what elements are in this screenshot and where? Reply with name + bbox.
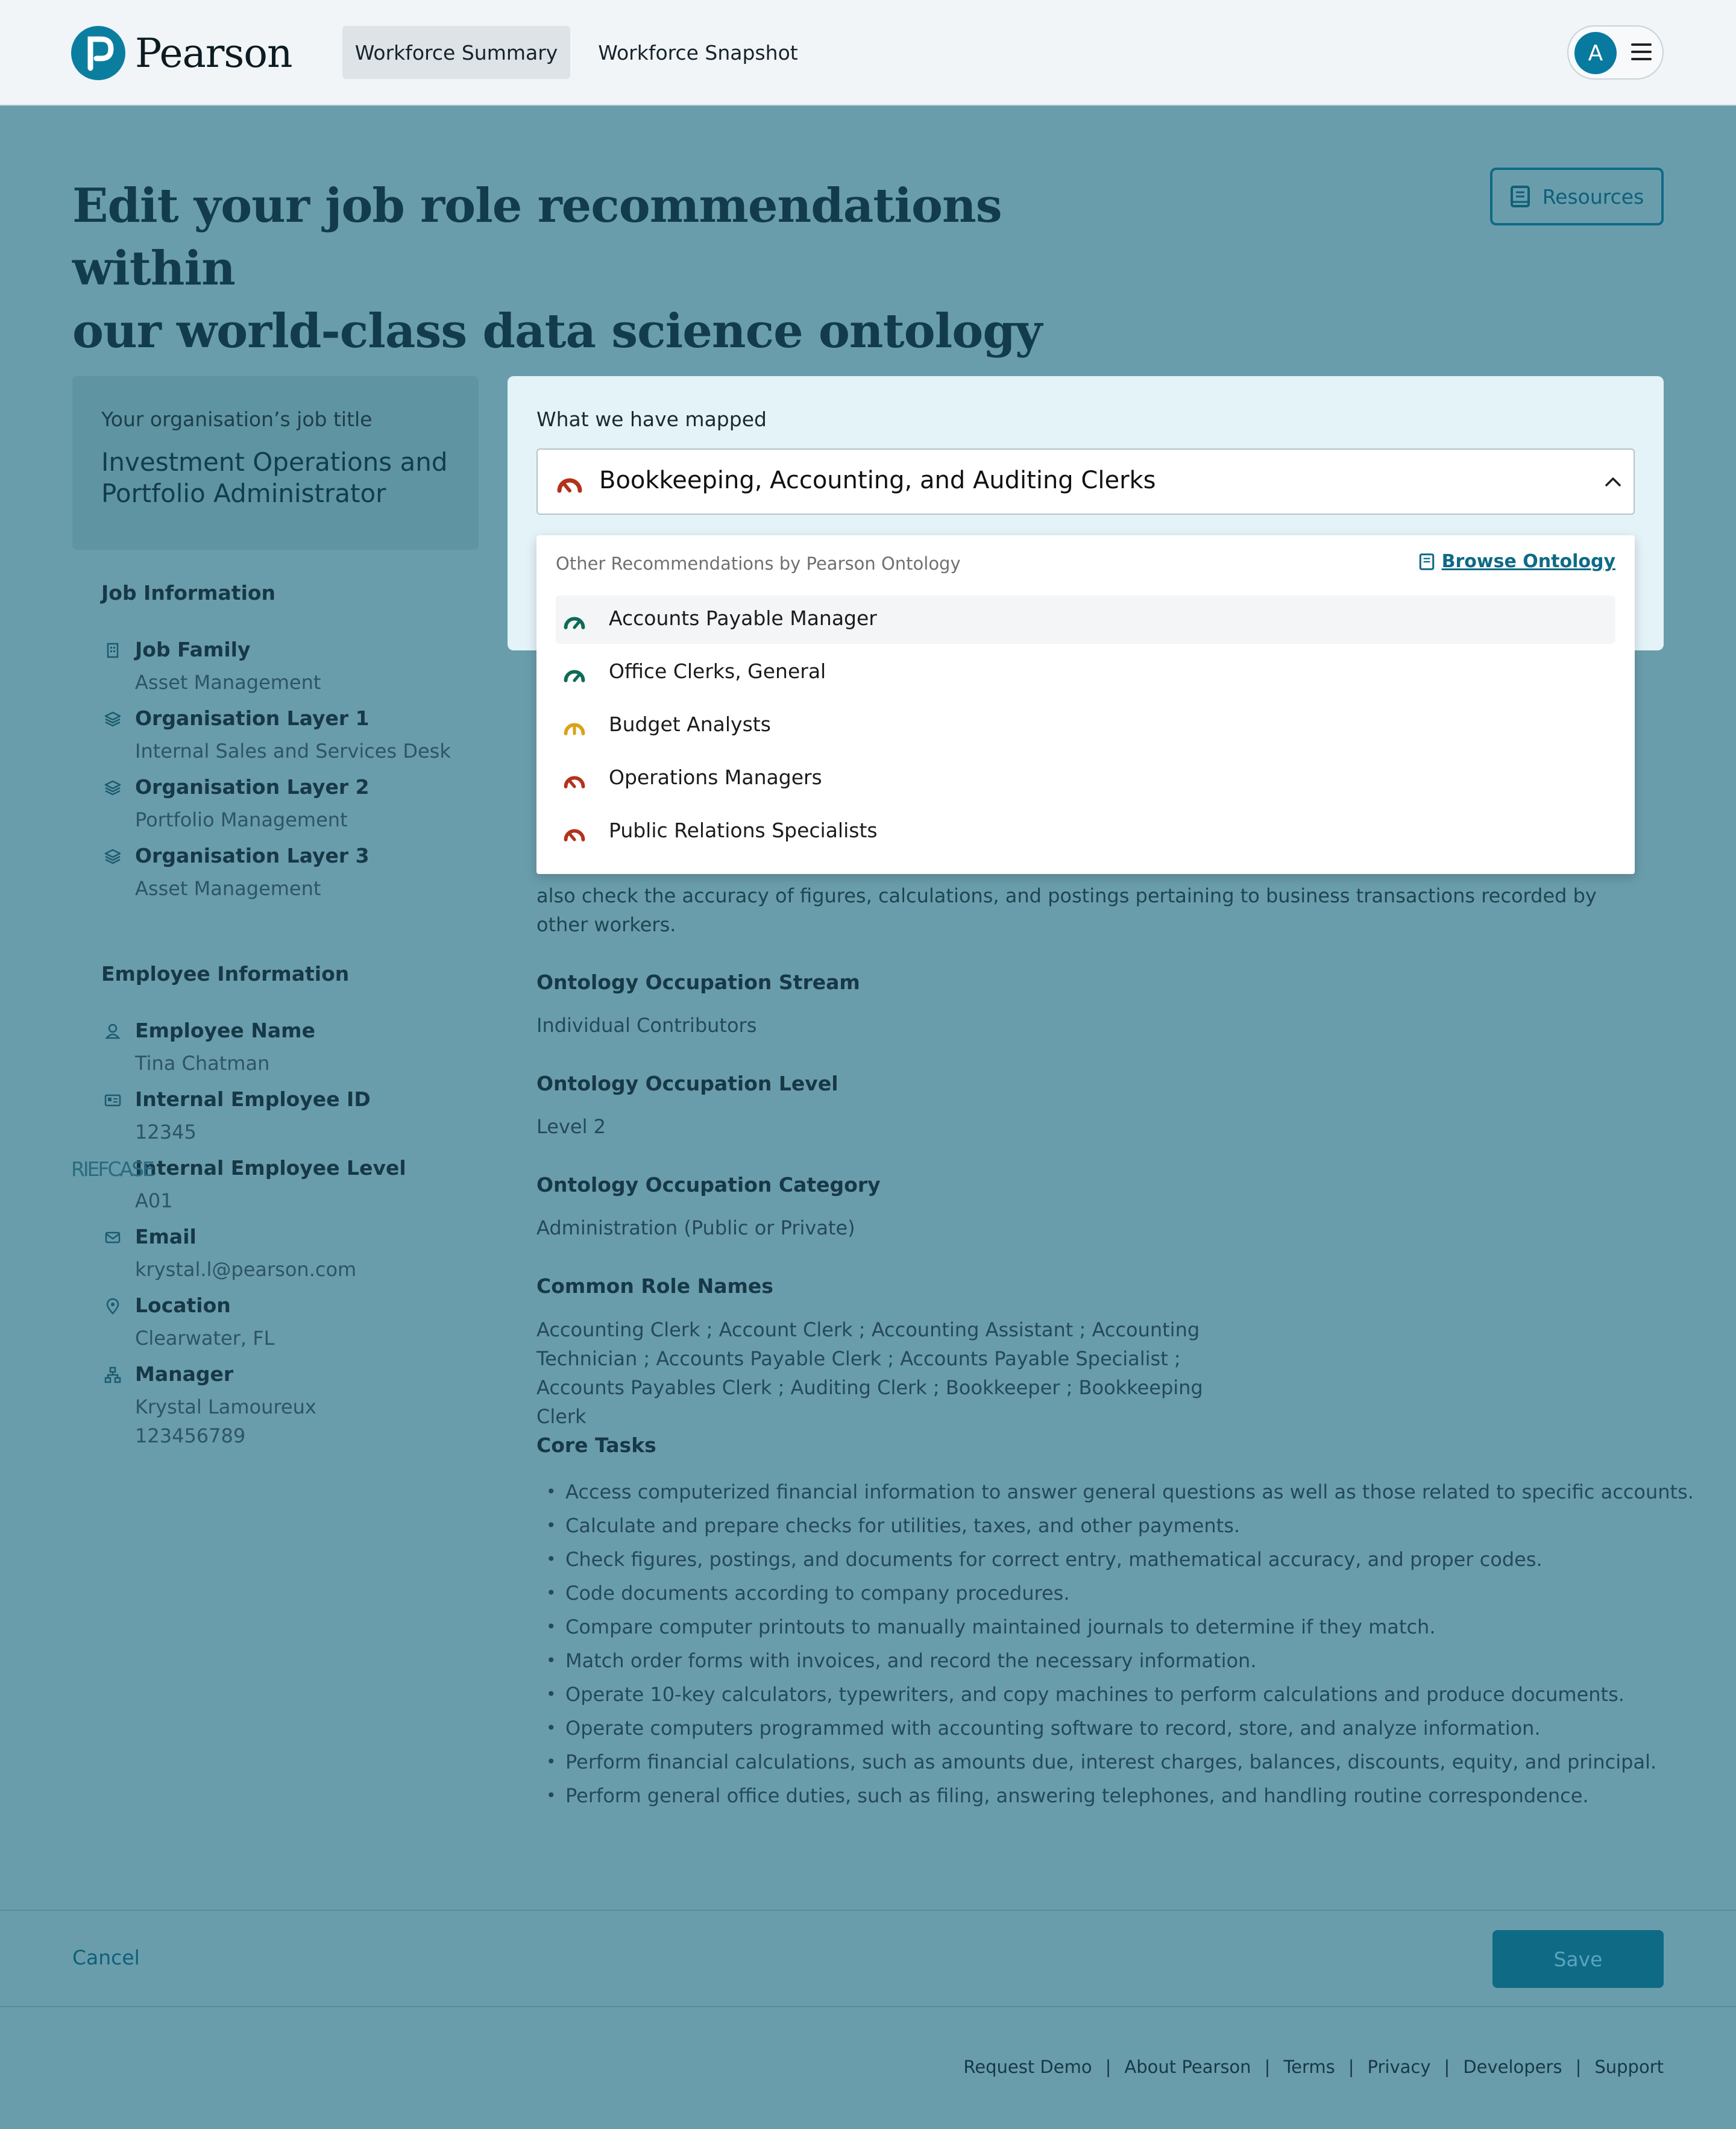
org-job-title-line-1: Investment Operations and [101, 447, 448, 477]
hamburger-menu-icon [1631, 43, 1652, 63]
mail-icon [104, 1228, 122, 1247]
employee-level-value: A01 [135, 1189, 173, 1212]
low-match-gauge-icon [556, 470, 583, 494]
core-tasks-heading: Core Tasks [536, 1433, 656, 1457]
list-item: • Perform financial calculations, such as amounts due, interest charges, balances, discounts, equity, and principal. [536, 1745, 1694, 1779]
employee-id-label: Internal Employee ID [135, 1087, 371, 1111]
org-job-title-card [72, 376, 479, 550]
user-icon [104, 1022, 122, 1040]
briefcase-icon: RIEFCASE [71, 1157, 153, 1181]
mapped-occupation-select[interactable] [536, 448, 1635, 515]
option-accounts-payable-manager[interactable] [556, 596, 1615, 644]
action-bar [0, 1910, 1736, 2007]
employee-name-label: Employee Name [135, 1019, 315, 1042]
org-chart-icon [104, 1366, 122, 1384]
category-value: Administration (Public or Private) [536, 1216, 855, 1239]
page-title-line-1: Edit your job role recommendations within [72, 178, 1002, 296]
mapped-occupation-value: Bookkeeping, Accounting, and Auditing Clerks [599, 467, 1156, 494]
footer-separator: | [1348, 2057, 1354, 2077]
pearson-logo[interactable] [71, 23, 292, 83]
employee-id-value: 12345 [135, 1121, 197, 1143]
logo-text: Pearson [135, 30, 292, 77]
org-job-title-label: Your organisation’s job title [101, 407, 373, 431]
job-information-heading: Job Information [101, 581, 276, 605]
save-button[interactable]: Save [1492, 1930, 1664, 1988]
id-card-icon [104, 1091, 122, 1109]
footer-link-developers[interactable]: Developers [1463, 2057, 1562, 2077]
level-value: Level 2 [536, 1115, 606, 1138]
list-item: • Operate 10-key calculators, typewriters, and copy machines to perform calculations and produce documents. [536, 1678, 1694, 1711]
footer-link-privacy[interactable]: Privacy [1367, 2057, 1431, 2077]
org-job-title-line-2: Portfolio Administrator [101, 479, 386, 508]
book-icon [1510, 185, 1530, 208]
option-office-clerks-general[interactable] [556, 649, 1615, 697]
pearson-logo-icon [71, 26, 125, 80]
level-heading: Ontology Occupation Level [536, 1072, 838, 1095]
stream-value: Individual Contributors [536, 1014, 757, 1037]
footer-separator: | [1264, 2057, 1271, 2077]
resources-label: Resources [1542, 184, 1644, 209]
book-icon [1419, 553, 1435, 571]
employee-information-heading: Employee Information [101, 962, 350, 986]
footer-separator: | [1444, 2057, 1450, 2077]
option-label: Office Clerks, General [609, 659, 826, 683]
footer-link-support[interactable]: Support [1594, 2057, 1664, 2077]
org-job-title-value [101, 447, 450, 509]
footer-separator: | [1105, 2057, 1112, 2077]
stream-heading: Ontology Occupation Stream [536, 970, 860, 994]
layers-icon [104, 848, 122, 866]
option-label: Public Relations Specialists [609, 819, 878, 842]
browse-ontology-link[interactable] [1419, 551, 1615, 572]
chevron-up-icon[interactable] [1603, 473, 1623, 492]
cancel-button[interactable]: Cancel [72, 1946, 140, 1969]
user-menu-button[interactable] [1567, 25, 1664, 80]
list-item: • Operate computers programmed with accounting software to record, store, and analyze information. [536, 1711, 1694, 1745]
option-operations-managers[interactable] [556, 755, 1615, 803]
list-item: • Match order forms with invoices, and record the necessary information. [536, 1644, 1694, 1678]
browse-ontology-label: Browse Ontology [1441, 551, 1615, 572]
footer-link-request-demo[interactable]: Request Demo [963, 2057, 1092, 2077]
tab-workforce-summary[interactable]: Workforce Summary [342, 26, 570, 79]
org-layer-1-label: Organisation Layer 1 [135, 706, 370, 730]
manager-id-value: 123456789 [135, 1424, 246, 1447]
footer-links [963, 2057, 1664, 2077]
list-item: • Perform general office duties, such as filing, answering telephones, and handling routine correspondence. [536, 1779, 1694, 1813]
high-match-gauge-icon [562, 663, 587, 684]
top-header [0, 0, 1736, 105]
dropdown-heading: Other Recommendations by Pearson Ontology [556, 553, 961, 574]
mapped-label: What we have mapped [536, 407, 767, 431]
recommendations-dropdown [536, 535, 1635, 874]
role-names-heading: Common Role Names [536, 1274, 773, 1298]
footer-link-about-pearson[interactable]: About Pearson [1124, 2057, 1251, 2077]
option-budget-analysts[interactable] [556, 702, 1615, 750]
footer-separator: | [1575, 2057, 1582, 2077]
role-names-value: Accounting Clerk ; Account Clerk ; Accounting Assistant ; Accounting Technician ; Accounts Payable Clerk ; Accounts Payable Specialist ; Accounts Payables Clerk ; Auditing Clerk ; Bookkeeper ; Bookkeeping Clerk [536, 1318, 1203, 1428]
building-icon [104, 641, 122, 659]
email-value: krystal.l@pearson.com [135, 1258, 357, 1281]
manager-label: Manager [135, 1362, 234, 1386]
list-item: • Compare computer printouts to manually maintained journals to determine if they match. [536, 1610, 1694, 1644]
location-pin-icon [104, 1297, 122, 1315]
layers-icon [104, 710, 122, 728]
footer-link-terms[interactable]: Terms [1283, 2057, 1335, 2077]
job-family-value: Asset Management [135, 671, 321, 694]
category-heading: Ontology Occupation Category [536, 1173, 881, 1197]
employee-level-label: Internal Employee Level [135, 1156, 406, 1180]
low-match-gauge-icon [562, 822, 587, 843]
layers-icon [104, 779, 122, 797]
manager-name-value: Krystal Lamoureux [135, 1395, 316, 1418]
list-item: • Check figures, postings, and documents for correct entry, mathematical accuracy, and proper codes. [536, 1543, 1694, 1576]
high-match-gauge-icon [562, 610, 587, 631]
page-title-line-2: our world-class data science ontology [72, 304, 1042, 359]
email-label: Email [135, 1225, 197, 1248]
org-layer-3-label: Organisation Layer 3 [135, 844, 370, 867]
location-value: Clearwater, FL [135, 1327, 275, 1350]
list-item: • Calculate and prepare checks for utilities, taxes, and other payments. [536, 1509, 1694, 1543]
org-layer-2-label: Organisation Layer 2 [135, 775, 370, 799]
option-label: Operations Managers [609, 766, 822, 789]
tab-workforce-snapshot[interactable]: Workforce Snapshot [598, 40, 798, 64]
occupation-description: also check the accuracy of figures, calculations, and postings pertaining to business transactions recorded by other workers. [536, 884, 1597, 936]
option-public-relations-specialists[interactable] [556, 808, 1615, 856]
job-family-label: Job Family [135, 638, 251, 661]
resources-button[interactable] [1490, 168, 1664, 225]
option-label: Budget Analysts [609, 712, 771, 736]
location-label: Location [135, 1294, 231, 1317]
org-layer-2-value: Portfolio Management [135, 808, 348, 831]
list-item: • Code documents according to company procedures. [536, 1576, 1694, 1610]
list-item: • Access computerized financial information to answer general questions as well as those related to specific accounts. [536, 1475, 1694, 1509]
option-label: Accounts Payable Manager [609, 606, 877, 630]
page-title [72, 175, 1097, 363]
medium-match-gauge-icon [562, 716, 587, 737]
employee-name-value: Tina Chatman [135, 1052, 270, 1075]
avatar: A [1574, 32, 1617, 74]
low-match-gauge-icon [562, 769, 587, 790]
core-tasks-list [536, 1475, 1694, 1813]
org-layer-3-value: Asset Management [135, 877, 321, 900]
org-layer-1-value: Internal Sales and Services Desk [135, 740, 451, 763]
